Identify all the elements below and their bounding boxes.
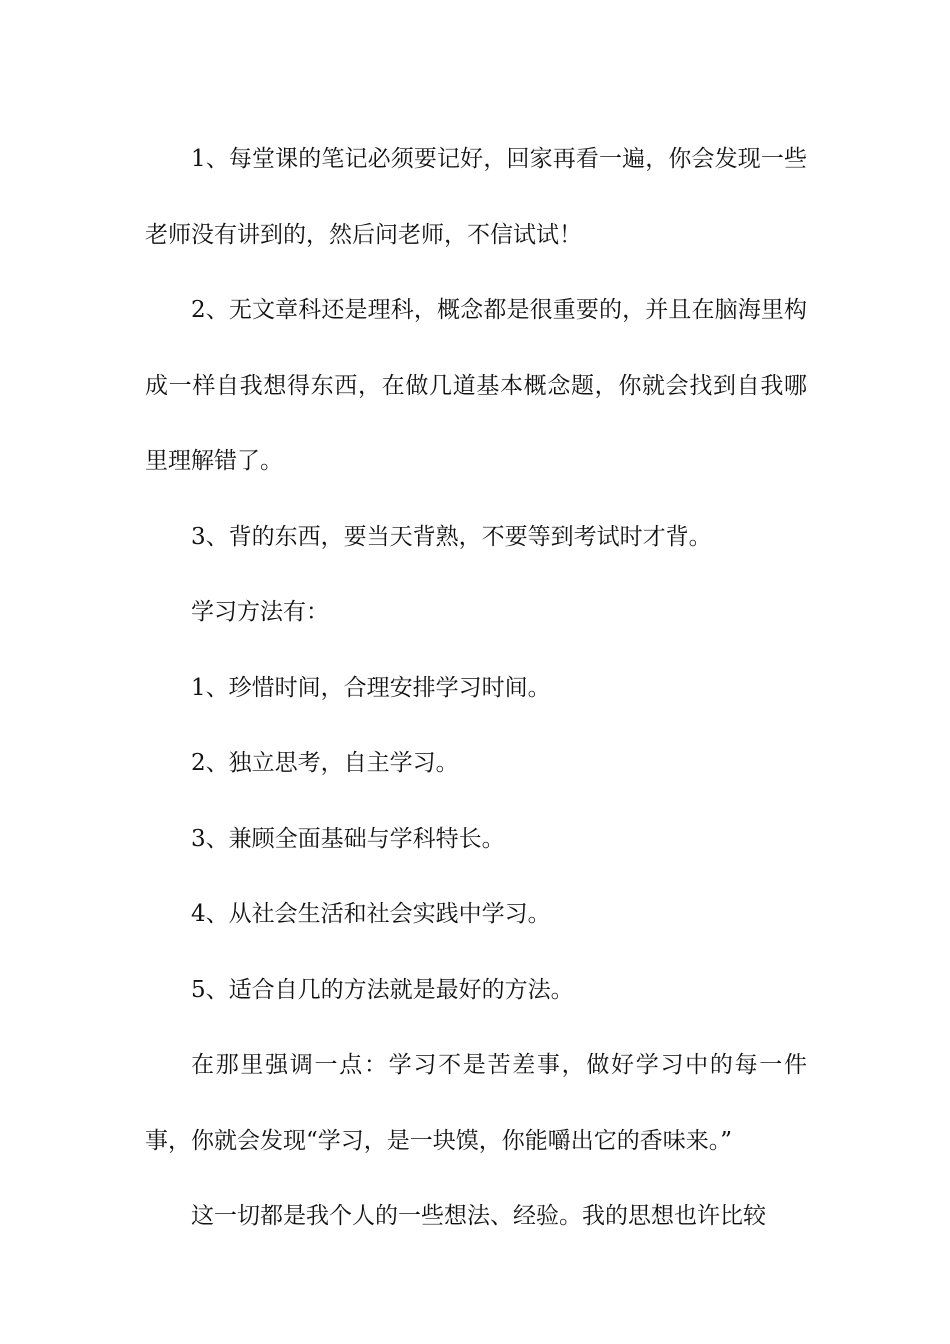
method-item-5: 5、适合自几的方法就是最好的方法。: [191, 976, 574, 1003]
method-item-2: 2、独立思考，自主学习。: [191, 750, 459, 776]
paragraph-emphasis: 在那里强调一点：学习不是苦差事，做好学习中的每一件事，你就会发现“学习，是一块馍，你能嚼出它的香味来。”: [145, 1052, 807, 1154]
method-item-4: 4、从社会生活和社会实践中学习。: [191, 901, 551, 927]
document-body: [145, 122, 807, 1255]
method-item-3: 3、兼顾全面基础与学科特长。: [191, 825, 505, 852]
paragraph-tip-3: 3、背的东西，要当天背熟，不要等到考试时才背。: [191, 523, 712, 550]
method-item-1: 1、珍惜时间，合理安排学习时间。: [191, 674, 551, 701]
methods-heading: 学习方法有：: [191, 599, 329, 625]
paragraph-tip-1: 1、每堂课的笔记必须要记好，回家再看一遍，你会发现一些老师没有讲到的，然后问老师，不信试试！: [145, 146, 807, 248]
paragraph-conclusion: 这一切都是我个人的一些想法、经验。我的思想也许比较: [191, 1203, 766, 1229]
paragraph-tip-2: 2、无文章科还是理科，概念都是很重要的，并且在脑海里构成一样自我想得东西，在做几道基本概念题，你就会找到自我哪里理解错了。: [145, 297, 807, 474]
